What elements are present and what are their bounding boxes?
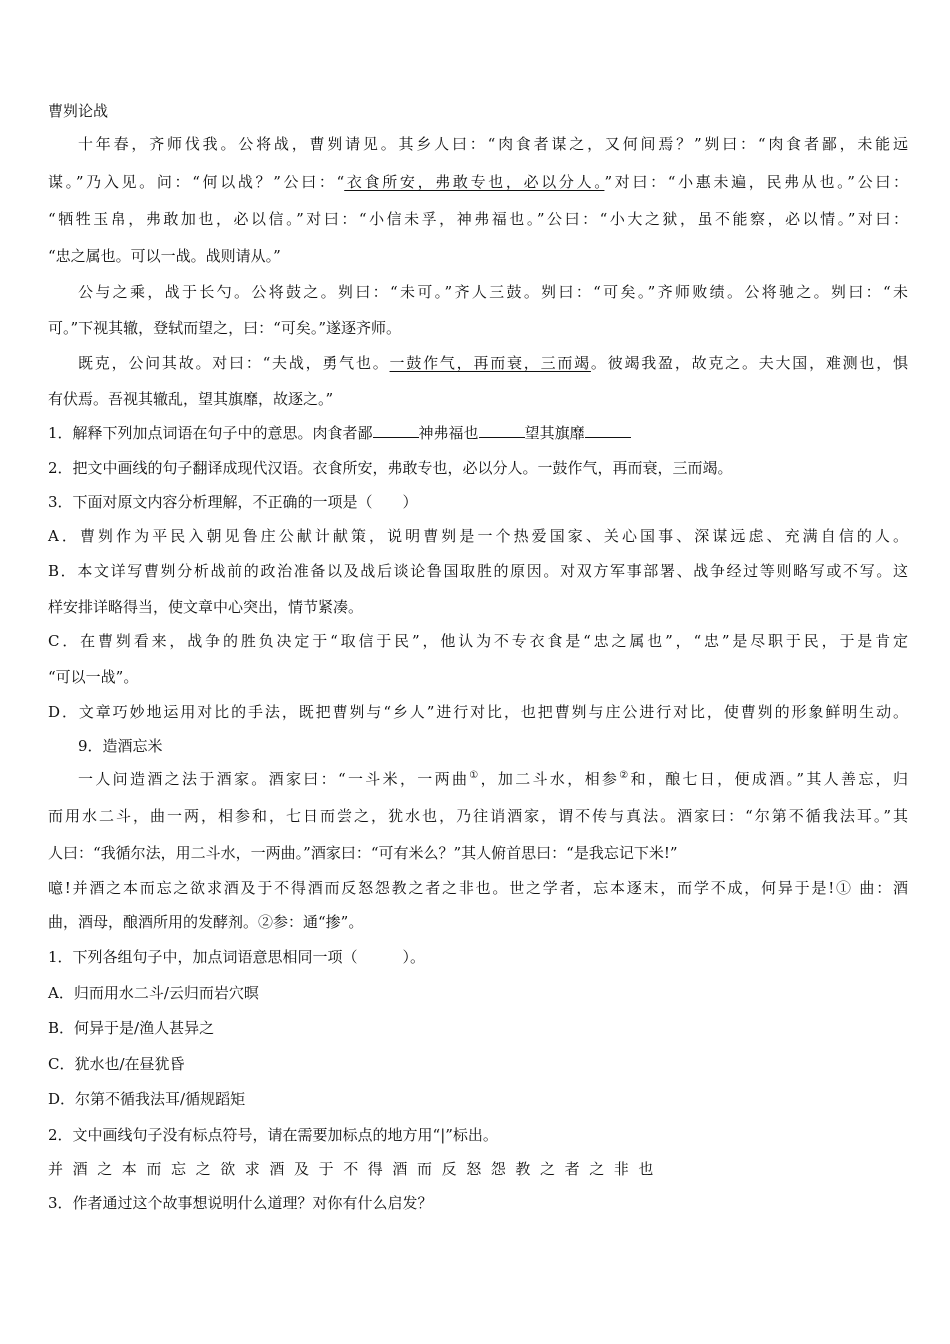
passage-line: 曲，酒母，酿酒所用的发酵剂。②参：通“掺”。 [48, 913, 364, 931]
passage-line: 十年春，齐师伐我。公将战，曹刿请见。其乡人曰：“肉食者谋之，又何间焉？”刿曰：“肉食者鄙，未能远 [78, 135, 908, 153]
passage-line: 公与之乘，战于长勺。公将鼓之。刿曰：“未可。”齐人三鼓。刿曰：“可矣。”齐师败绩。公将驰之。刿曰：“未 [78, 283, 908, 301]
s9-option-a: A．归而用水二斗/云归而岩穴暝 [48, 984, 259, 1002]
option-a: A．曹刿作为平民入朝见鲁庄公献计献策，说明曹刿是一个热爱国家、关心国事、深谋远虑、充满自信的人。 [48, 527, 908, 545]
s9-option-c: C．犹水也/在昼犹昏 [48, 1055, 185, 1073]
passage-line: 既克，公问其故。对曰：“夫战，勇气也。一鼓作气，再而衰，三而竭。彼竭我盈，故克之。夫大国，难测也，惧 [78, 354, 908, 372]
passage-line: “牺牲玉帛，弗敢加也，必以信。”对曰：“小信未孚，神弗福也。”公曰：“小大之狱，虽不能察，必以情。”对曰： [48, 210, 908, 228]
passage-title: 曹刿论战 [48, 102, 109, 120]
passage-line: 谋。”乃入见。问：“何以战？”公曰：“衣食所安，弗敢专也，必以分人。”对曰：“小惠未遍，民弗从也。”公曰： [48, 173, 908, 191]
question-1: 1．解释下列加点词语在句子中的意思。肉食者鄙 神弗福也 望其旗靡 [48, 423, 908, 443]
section-9-title: 9．造酒忘米 [78, 737, 163, 755]
s9-unpunctuated-text: 并酒之本而忘之欲求酒及于不得酒而反怒怨教之者之非也 [48, 1160, 664, 1178]
passage-line: “忠之属也。可以一战。战则请从。” [48, 247, 281, 265]
s9-question-1: 1．下列各组句子中，加点词语意思相同一项（ ）。 [48, 948, 426, 966]
underlined-sentence: 衣食所安，弗敢专也，必以分人。 [344, 173, 605, 191]
option-c: “可以一战”。 [48, 668, 139, 686]
question-2: 2．把文中画线的句子翻译成现代汉语。衣食所安，弗敢专也，必以分人。一鼓作气，再而衰，三而竭。 [48, 459, 733, 477]
answer-blank[interactable] [479, 423, 525, 438]
passage-line: 一人问造酒之法于酒家。酒家曰：“一斗米，一两曲①，加二斗水，相参②和，酿七日，便成酒。”其人善忘，归 [78, 770, 908, 788]
underlined-sentence: 一鼓作气，再而衰，三而竭 [389, 354, 591, 372]
option-b: B．本文详写曹刿分析战前的政治准备以及战后谈论鲁国取胜的原因。对双方军事部署、战争经过等则略写或不写。这 [48, 562, 908, 580]
s9-question-2: 2．文中画线句子没有标点符号，请在需要加标点的地方用“|”标出。 [48, 1126, 498, 1144]
s9-option-d: D．尔第不循我法耳/循规蹈矩 [48, 1090, 246, 1108]
passage-line: 人曰：“我循尔法，用二斗水，一两曲。”酒家曰：“可有米么？”其人俯首思曰：“是我忘记下米!” [48, 844, 678, 862]
passage-line: 而用水二斗，曲一两，相参和，七日而尝之，犹水也，乃往诮酒家，谓不传与真法。酒家曰：“尔第不循我法耳。”其 [48, 807, 908, 825]
s9-question-3: 3．作者通过这个故事想说明什么道理？对你有什么启发？ [48, 1194, 433, 1212]
option-c: C．在曹刿看来，战争的胜负决定于“取信于民”，他认为不专衣食是“忠之属也”，“忠”是尽职于民，于是肯定 [48, 632, 908, 650]
option-b: 样安排详略得当，使文章中心突出，情节紧凑。 [48, 598, 364, 616]
s9-option-b: B．何异于是/渔人甚异之 [48, 1019, 215, 1037]
passage-line: 噫!并酒之本而忘之欲求酒及于不得酒而反怒怨教之者之非也。世之学者，忘本逐末，而学不成，何异于是!① 曲：酒 [48, 879, 908, 897]
passage-line: 有伏焉。吾视其辙乱，望其旗靡，故逐之。” [48, 390, 334, 408]
answer-blank[interactable] [373, 423, 419, 438]
question-3: 3．下面对原文内容分析理解，不正确的一项是（ ） [48, 493, 418, 511]
option-d: D．文章巧妙地运用对比的手法，既把曹刿与“乡人”进行对比，也把曹刿与庄公进行对比，使曹刿的形象鲜明生动。 [48, 703, 908, 721]
passage-line: 可。”下视其辙，登轼而望之，曰：“可矣。”遂逐齐师。 [48, 319, 402, 337]
answer-blank[interactable] [585, 423, 631, 438]
